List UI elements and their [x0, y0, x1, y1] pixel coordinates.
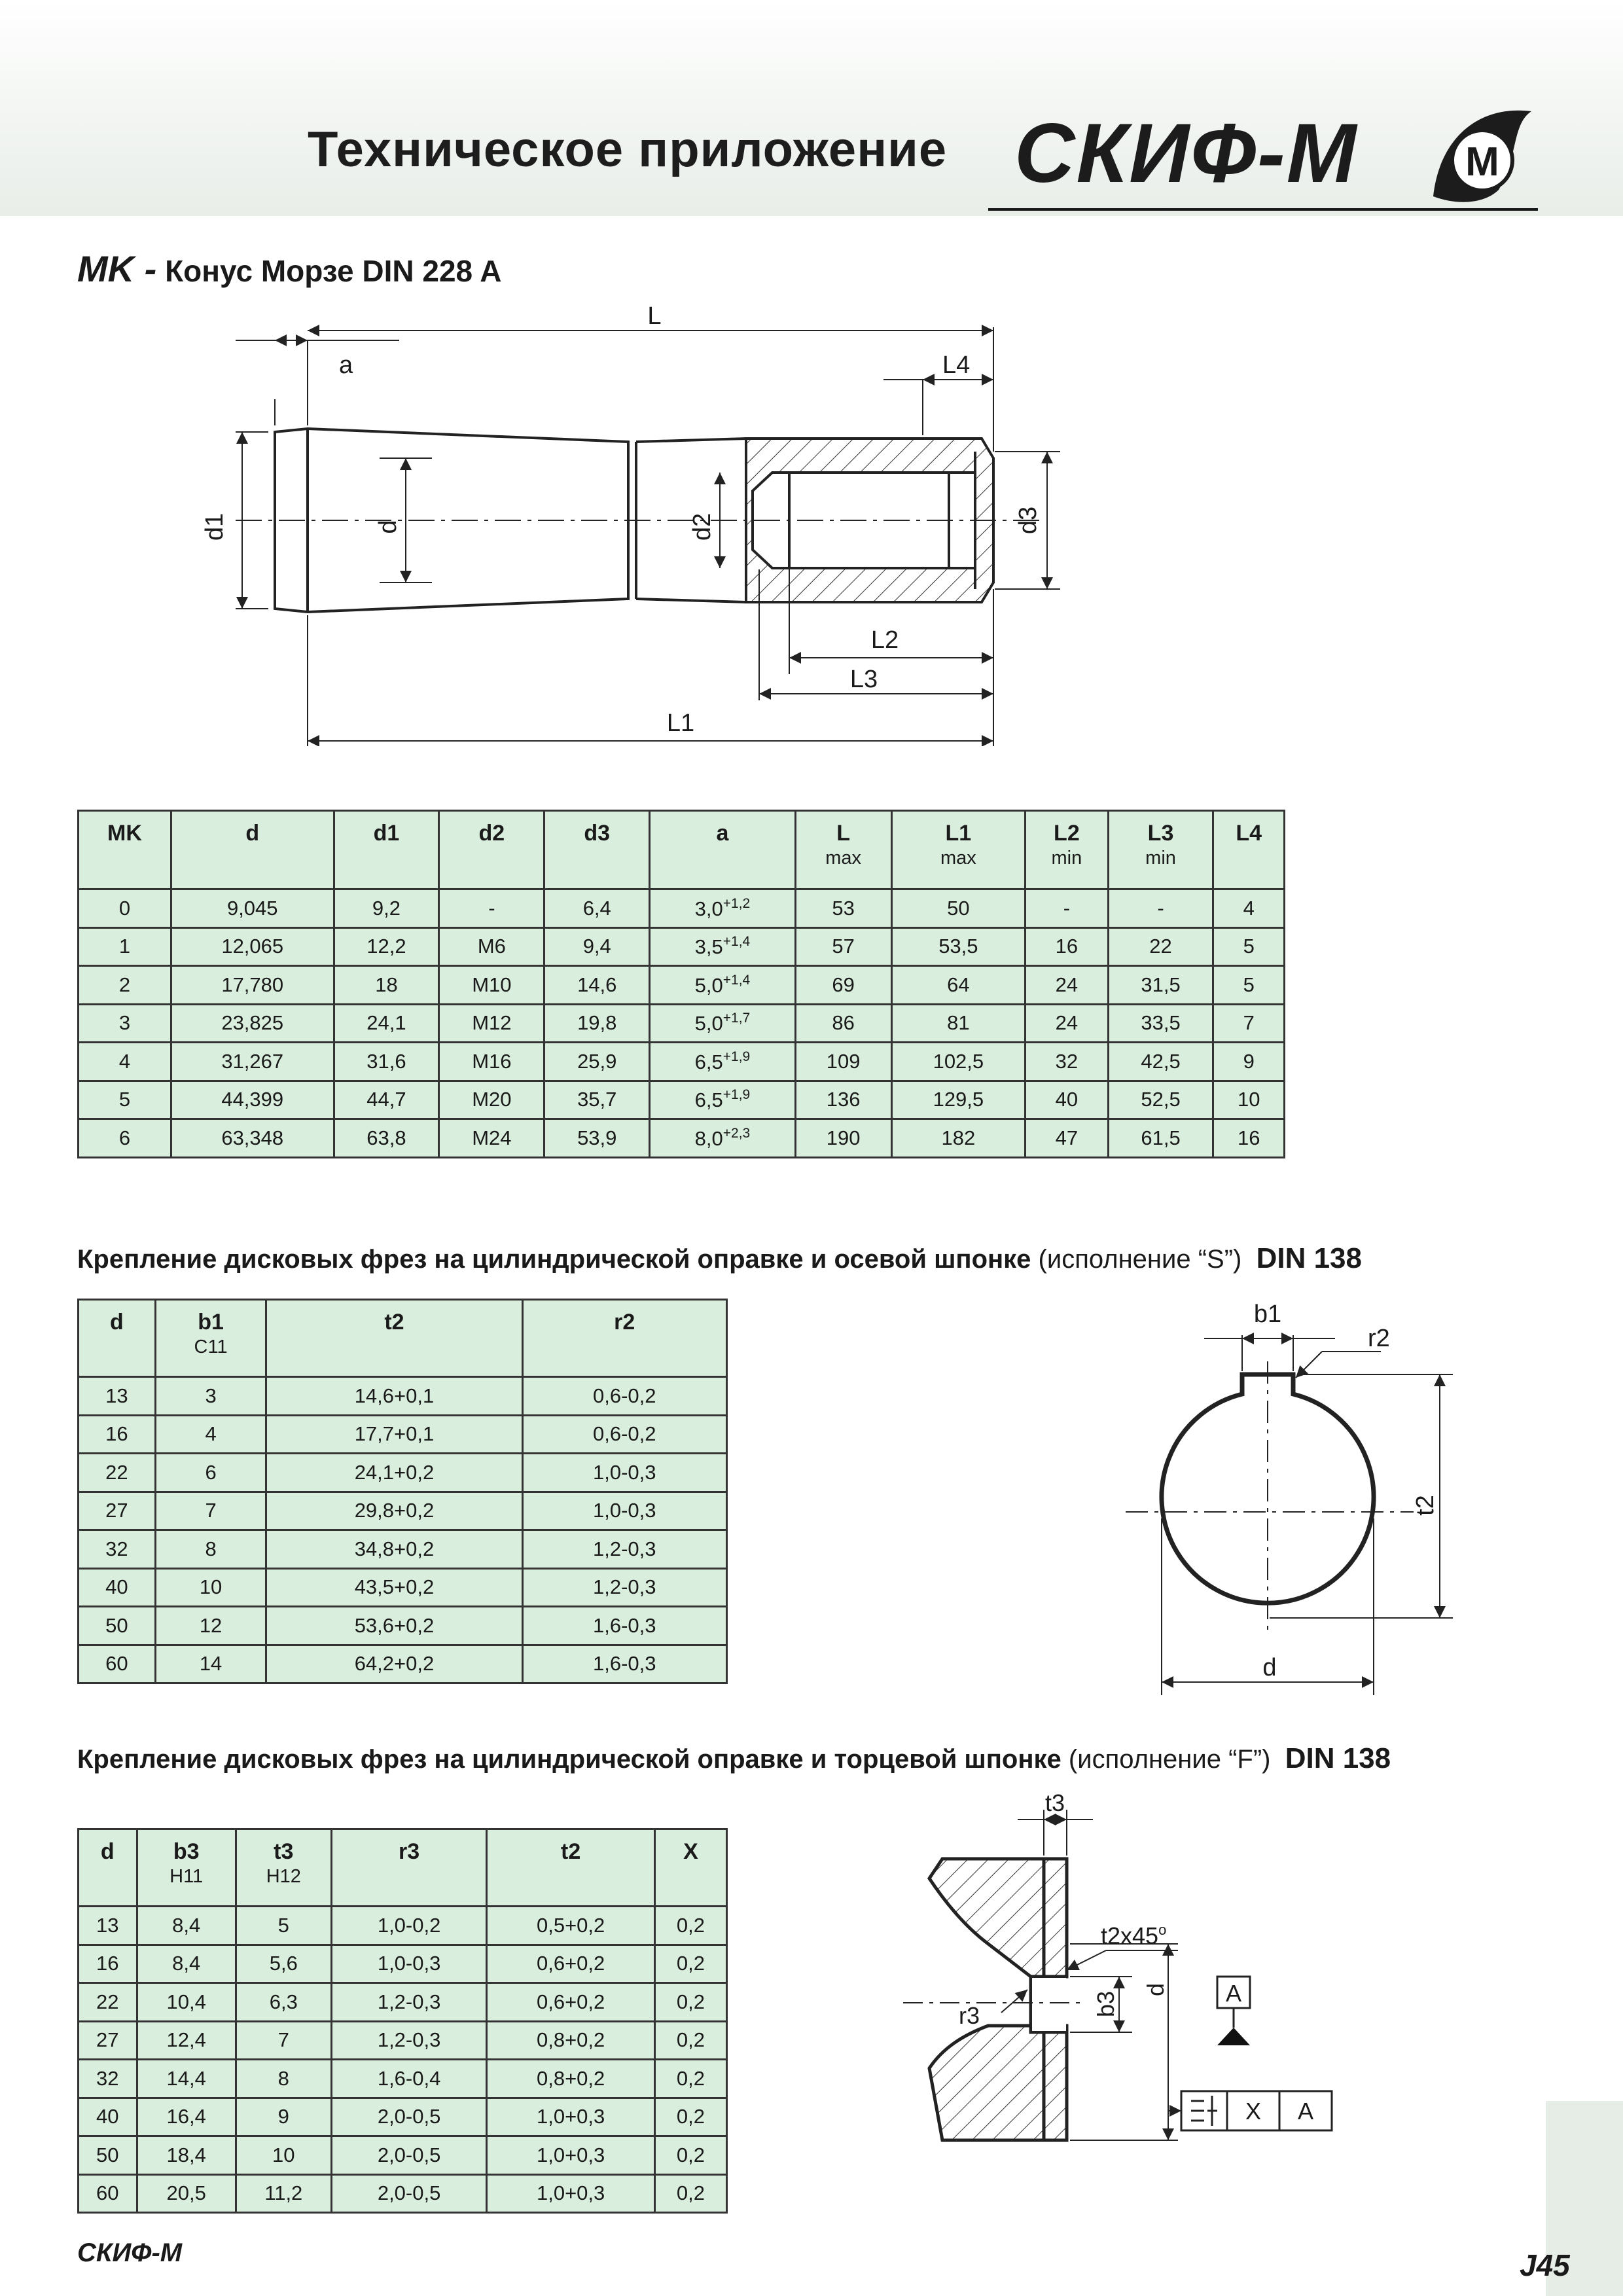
- table-cell: 0,2: [654, 1983, 726, 2022]
- table-cell: 7: [155, 1492, 266, 1530]
- col-header: d: [79, 1829, 137, 1907]
- table-row: [79, 1119, 1285, 1158]
- table-cell: 43,5+0,2: [266, 1568, 522, 1607]
- table-row: [79, 889, 1285, 928]
- f-title-variant: (исполнение “F”): [1061, 1745, 1271, 1774]
- table-cell: 0,6+0,2: [487, 1983, 654, 2022]
- table-cell: $6,5^{+1,9}$: [650, 1081, 795, 1119]
- table-cell: 8: [155, 1530, 266, 1569]
- table-cell: 9: [1213, 1043, 1285, 1081]
- table-cell: 1: [79, 927, 171, 966]
- tolerance-x: X: [1245, 2098, 1262, 2125]
- table-cell: 24: [1026, 966, 1108, 1005]
- table-cell: 53: [795, 889, 891, 928]
- table-row: [79, 966, 1285, 1005]
- table-cell: 18,4: [137, 2136, 236, 2175]
- f-table: [77, 1828, 728, 2214]
- table-cell: 22: [1108, 927, 1213, 966]
- table-row: [79, 2021, 727, 2060]
- table-cell: 53,6+0,2: [266, 1607, 522, 1645]
- table-cell: 27: [79, 2021, 137, 2060]
- table-cell: 13: [79, 1907, 137, 1945]
- mk-section-title: [77, 247, 501, 290]
- table-cell: 5: [1213, 927, 1285, 966]
- table-cell: 18: [334, 966, 439, 1005]
- table-cell: 4: [1213, 889, 1285, 928]
- table-cell: 44,399: [171, 1081, 334, 1119]
- col-header: t3 H12: [236, 1829, 331, 1907]
- logo-mark-letter: М: [1465, 139, 1499, 185]
- table-cell: 64: [891, 966, 1026, 1005]
- dim-label-L4: L4: [942, 351, 971, 379]
- dim-label-b1: b1: [1253, 1300, 1282, 1328]
- table-cell: 44,7: [334, 1081, 439, 1119]
- table-cell: -: [1108, 889, 1213, 928]
- table-cell: 50: [79, 2136, 137, 2175]
- table-cell: 0,6+0,2: [487, 1945, 654, 1983]
- table-cell: $3,0^{+1,2}$: [650, 889, 795, 928]
- table-cell: 1,0+0,3: [487, 2174, 654, 2213]
- table-cell: 0,6-0,2: [522, 1415, 727, 1454]
- s-section-title: [77, 1242, 1362, 1275]
- table-row: [79, 1454, 727, 1492]
- table-cell: 12,2: [334, 927, 439, 966]
- datum-label: A: [1225, 1980, 1242, 2007]
- dim-label-L1: L1: [666, 709, 695, 737]
- table-cell: 0,2: [654, 2060, 726, 2098]
- table-cell: 17,7+0,1: [266, 1415, 522, 1454]
- table-cell: -: [439, 889, 544, 928]
- table-row: [79, 1043, 1285, 1081]
- table-cell: 1,0-0,3: [522, 1492, 727, 1530]
- table-cell: 50: [891, 889, 1026, 928]
- col-header: X: [654, 1829, 726, 1907]
- table-row: [79, 1377, 727, 1416]
- table-cell: 1,2-0,3: [522, 1568, 727, 1607]
- dim-label-d2: d2: [688, 512, 716, 541]
- col-header: r2: [522, 1300, 727, 1377]
- table-cell: 53,5: [891, 927, 1026, 966]
- table-cell: 1,0-0,3: [522, 1454, 727, 1492]
- table-cell: 0,8+0,2: [487, 2021, 654, 2060]
- table-cell: -: [1026, 889, 1108, 928]
- table-cell: $6,5^{+1,9}$: [650, 1043, 795, 1081]
- table-cell: 20,5: [137, 2174, 236, 2213]
- table-cell: 35,7: [544, 1081, 650, 1119]
- table-cell: 19,8: [544, 1004, 650, 1043]
- s-title-main: Крепление дисковых фрез на цилиндрической оправке и осевой шпонке: [77, 1245, 1031, 1274]
- table-cell: M20: [439, 1081, 544, 1119]
- table-cell: 2,0-0,5: [331, 2136, 487, 2175]
- page-number: J45: [1520, 2248, 1570, 2282]
- col-header: t2: [266, 1300, 522, 1377]
- table-cell: 1,2-0,3: [522, 1530, 727, 1569]
- table-cell: 60: [79, 1645, 156, 1683]
- table-row: [79, 1645, 727, 1683]
- table-cell: 32: [79, 2060, 137, 2098]
- table-cell: 1,0+0,3: [487, 2098, 654, 2136]
- dim-label-t2: t2: [1412, 1495, 1439, 1516]
- table-cell: 5: [79, 1081, 171, 1119]
- table-cell: 12,4: [137, 2021, 236, 2060]
- table-cell: 0,6-0,2: [522, 1377, 727, 1416]
- col-header: r3: [331, 1829, 487, 1907]
- dim-label-d: d: [1142, 1982, 1169, 1997]
- page-title: Техническое приложение: [308, 122, 948, 177]
- table-row: [79, 1907, 727, 1945]
- col-header: t2: [487, 1829, 654, 1907]
- table-cell: 1,2-0,3: [331, 1983, 487, 2022]
- col-header: d3: [544, 811, 650, 889]
- table-row: [79, 1983, 727, 2022]
- dim-label-L3: L3: [849, 666, 878, 693]
- table-cell: 9,4: [544, 927, 650, 966]
- table-cell: 29,8+0,2: [266, 1492, 522, 1530]
- table-cell: 0,2: [654, 2174, 726, 2213]
- f-title-din: DIN 138: [1285, 1742, 1391, 1774]
- col-header: L max: [795, 811, 891, 889]
- col-header: d: [79, 1300, 156, 1377]
- table-cell: $5,0^{+1,7}$: [650, 1004, 795, 1043]
- table-cell: 0,2: [654, 2098, 726, 2136]
- table-cell: 61,5: [1108, 1119, 1213, 1158]
- table-cell: 0,5+0,2: [487, 1907, 654, 1945]
- table-cell: 31,267: [171, 1043, 334, 1081]
- table-cell: 27: [79, 1492, 156, 1530]
- table-cell: 4: [79, 1043, 171, 1081]
- table-cell: M24: [439, 1119, 544, 1158]
- s-table: [77, 1299, 728, 1684]
- f-section-title: [77, 1742, 1391, 1775]
- table-cell: 14: [155, 1645, 266, 1683]
- table-cell: 182: [891, 1119, 1026, 1158]
- table-cell: 0,2: [654, 1907, 726, 1945]
- col-header: MK: [79, 811, 171, 889]
- table-cell: 14,6: [544, 966, 650, 1005]
- table-row: [79, 1004, 1285, 1043]
- table-cell: 16: [1026, 927, 1108, 966]
- table-cell: 0,2: [654, 2021, 726, 2060]
- table-cell: 63,8: [334, 1119, 439, 1158]
- dim-label-d: d: [1262, 1654, 1277, 1681]
- table-cell: 13: [79, 1377, 156, 1416]
- table-row: [79, 2174, 727, 2213]
- table-cell: M16: [439, 1043, 544, 1081]
- table-cell: 9,045: [171, 889, 334, 928]
- table-cell: 1,0+0,3: [487, 2136, 654, 2175]
- dim-label-b3: b3: [1092, 1990, 1119, 2018]
- table-row: [79, 1530, 727, 1569]
- table-cell: 53,9: [544, 1119, 650, 1158]
- table-cell: 6: [79, 1119, 171, 1158]
- table-cell: 10,4: [137, 1983, 236, 2022]
- dim-label-r3: r3: [959, 2002, 980, 2029]
- table-cell: 3: [79, 1004, 171, 1043]
- table-cell: 12: [155, 1607, 266, 1645]
- dim-label-L2: L2: [870, 626, 899, 654]
- col-header: a: [650, 811, 795, 889]
- table-cell: 7: [1213, 1004, 1285, 1043]
- s-title-din: DIN 138: [1256, 1242, 1362, 1274]
- table-cell: 17,780: [171, 966, 334, 1005]
- table-cell: M12: [439, 1004, 544, 1043]
- table-cell: 31,6: [334, 1043, 439, 1081]
- s-title-variant: (исполнение “S”): [1031, 1245, 1242, 1274]
- logo-mark-icon: [1420, 98, 1538, 209]
- table-cell: 16,4: [137, 2098, 236, 2136]
- col-header: d2: [439, 811, 544, 889]
- dim-label-chamfer: t2x45$^o$: [1101, 1922, 1167, 1949]
- col-header: b1 C11: [155, 1300, 266, 1377]
- table-cell: 109: [795, 1043, 891, 1081]
- table-cell: 40: [79, 1568, 156, 1607]
- table-cell: 64,2+0,2: [266, 1645, 522, 1683]
- table-row: [79, 1945, 727, 1983]
- table-cell: 14,4: [137, 2060, 236, 2098]
- table-cell: $5,0^{+1,4}$: [650, 966, 795, 1005]
- table-cell: 16: [79, 1945, 137, 1983]
- table-row: [79, 1607, 727, 1645]
- brand-logo: [1001, 98, 1544, 209]
- shaft-keyway-drawing: [1106, 1296, 1472, 1715]
- table-cell: 24,1+0,2: [266, 1454, 522, 1492]
- dim-label-d3: d3: [1014, 506, 1042, 535]
- table-cell: 1,0-0,3: [331, 1945, 487, 1983]
- table-cell: 32: [1026, 1043, 1108, 1081]
- table-row: [79, 1568, 727, 1607]
- axial-runout-icon: [1191, 2096, 1217, 2126]
- table-cell: 6,4: [544, 889, 650, 928]
- col-header: L4: [1213, 811, 1285, 889]
- table-cell: 0,8+0,2: [487, 2060, 654, 2098]
- table-cell: 10: [1213, 1081, 1285, 1119]
- table-cell: M10: [439, 966, 544, 1005]
- table-cell: 2: [79, 966, 171, 1005]
- table-cell: 1,6-0,4: [331, 2060, 487, 2098]
- table-cell: 0: [79, 889, 171, 928]
- table-cell: 40: [79, 2098, 137, 2136]
- table-row: [79, 2098, 727, 2136]
- table-cell: 16: [79, 1415, 156, 1454]
- dim-label-d1: d1: [201, 512, 228, 541]
- table-cell: 4: [155, 1415, 266, 1454]
- table-cell: 23,825: [171, 1004, 334, 1043]
- table-cell: 10: [236, 2136, 331, 2175]
- table-cell: 69: [795, 966, 891, 1005]
- table-row: [79, 1415, 727, 1454]
- table-cell: 0,2: [654, 2136, 726, 2175]
- table-cell: 1,6-0,3: [522, 1645, 727, 1683]
- table-cell: 14,6+0,1: [266, 1377, 522, 1416]
- table-row: [79, 927, 1285, 966]
- col-header: L3 min: [1108, 811, 1213, 889]
- table-cell: 2,0-0,5: [331, 2098, 487, 2136]
- col-header: d1: [334, 811, 439, 889]
- dim-label-d: d: [374, 520, 402, 534]
- morse-taper-drawing: [196, 301, 1086, 746]
- table-cell: 32: [79, 1530, 156, 1569]
- col-header: L1 max: [891, 811, 1026, 889]
- table-cell: $8,0^{+2,3}$: [650, 1119, 795, 1158]
- dim-label-r2: r2: [1368, 1325, 1390, 1352]
- table-cell: 9: [236, 2098, 331, 2136]
- col-header: d: [171, 811, 334, 889]
- table-cell: 102,5: [891, 1043, 1026, 1081]
- table-cell: 33,5: [1108, 1004, 1213, 1043]
- table-cell: 22: [79, 1983, 137, 2022]
- col-header: L2 min: [1026, 811, 1108, 889]
- table-cell: 129,5: [891, 1081, 1026, 1119]
- table-cell: 9,2: [334, 889, 439, 928]
- footer-brand: СКИФ-М: [77, 2238, 183, 2267]
- table-cell: 7: [236, 2021, 331, 2060]
- table-cell: 57: [795, 927, 891, 966]
- table-header-row: [79, 1300, 727, 1377]
- table-row: [79, 2060, 727, 2098]
- table-cell: M6: [439, 927, 544, 966]
- table-row: [79, 1492, 727, 1530]
- tolerance-datum: A: [1297, 2098, 1314, 2125]
- table-cell: 12,065: [171, 927, 334, 966]
- dim-label-L: L: [647, 302, 662, 330]
- table-cell: 47: [1026, 1119, 1108, 1158]
- table-cell: 50: [79, 1607, 156, 1645]
- table-row: [79, 1081, 1285, 1119]
- table-cell: 42,5: [1108, 1043, 1213, 1081]
- table-cell: 24: [1026, 1004, 1108, 1043]
- table-cell: 81: [891, 1004, 1026, 1043]
- mk-title-code: MK -: [77, 248, 157, 289]
- table-cell: 1,2-0,3: [331, 2021, 487, 2060]
- f-title-main: Крепление дисковых фрез на цилиндрической оправке и торцевой шпонке: [77, 1745, 1061, 1774]
- table-cell: 1,6-0,3: [522, 1607, 727, 1645]
- dim-label-a: a: [339, 351, 353, 379]
- table-row: [79, 2136, 727, 2175]
- table-cell: 5: [236, 1907, 331, 1945]
- table-cell: 0,2: [654, 1945, 726, 1983]
- table-cell: 52,5: [1108, 1081, 1213, 1119]
- table-cell: 8,4: [137, 1907, 236, 1945]
- header-divider: [988, 208, 1538, 211]
- table-cell: 5,6: [236, 1945, 331, 1983]
- table-cell: 22: [79, 1454, 156, 1492]
- table-header-row: [79, 811, 1285, 889]
- table-cell: $3,5^{+1,4}$: [650, 927, 795, 966]
- table-cell: 190: [795, 1119, 891, 1158]
- table-cell: 40: [1026, 1081, 1108, 1119]
- table-cell: 6: [155, 1454, 266, 1492]
- table-cell: 25,9: [544, 1043, 650, 1081]
- table-cell: 8,4: [137, 1945, 236, 1983]
- table-cell: 10: [155, 1568, 266, 1607]
- logo-text: СКИФ-М: [1014, 107, 1358, 200]
- mk-table: [77, 810, 1285, 1158]
- mk-title-rest: Конус Морзе DIN 228 A: [165, 254, 502, 288]
- table-cell: 136: [795, 1081, 891, 1119]
- table-cell: 6,3: [236, 1983, 331, 2022]
- table-cell: 60: [79, 2174, 137, 2213]
- table-cell: 5: [1213, 966, 1285, 1005]
- end-keyway-drawing: [870, 1793, 1368, 2160]
- table-header-row: [79, 1829, 727, 1907]
- table-cell: 16: [1213, 1119, 1285, 1158]
- table-cell: 8: [236, 2060, 331, 2098]
- table-cell: 1,0-0,2: [331, 1907, 487, 1945]
- table-cell: 11,2: [236, 2174, 331, 2213]
- col-header: b3 H11: [137, 1829, 236, 1907]
- table-cell: 24,1: [334, 1004, 439, 1043]
- table-cell: 31,5: [1108, 966, 1213, 1005]
- table-cell: 34,8+0,2: [266, 1530, 522, 1569]
- dim-label-t3: t3: [1044, 1793, 1065, 1816]
- table-cell: 2,0-0,5: [331, 2174, 487, 2213]
- table-cell: 86: [795, 1004, 891, 1043]
- table-cell: 3: [155, 1377, 266, 1416]
- table-cell: 63,348: [171, 1119, 334, 1158]
